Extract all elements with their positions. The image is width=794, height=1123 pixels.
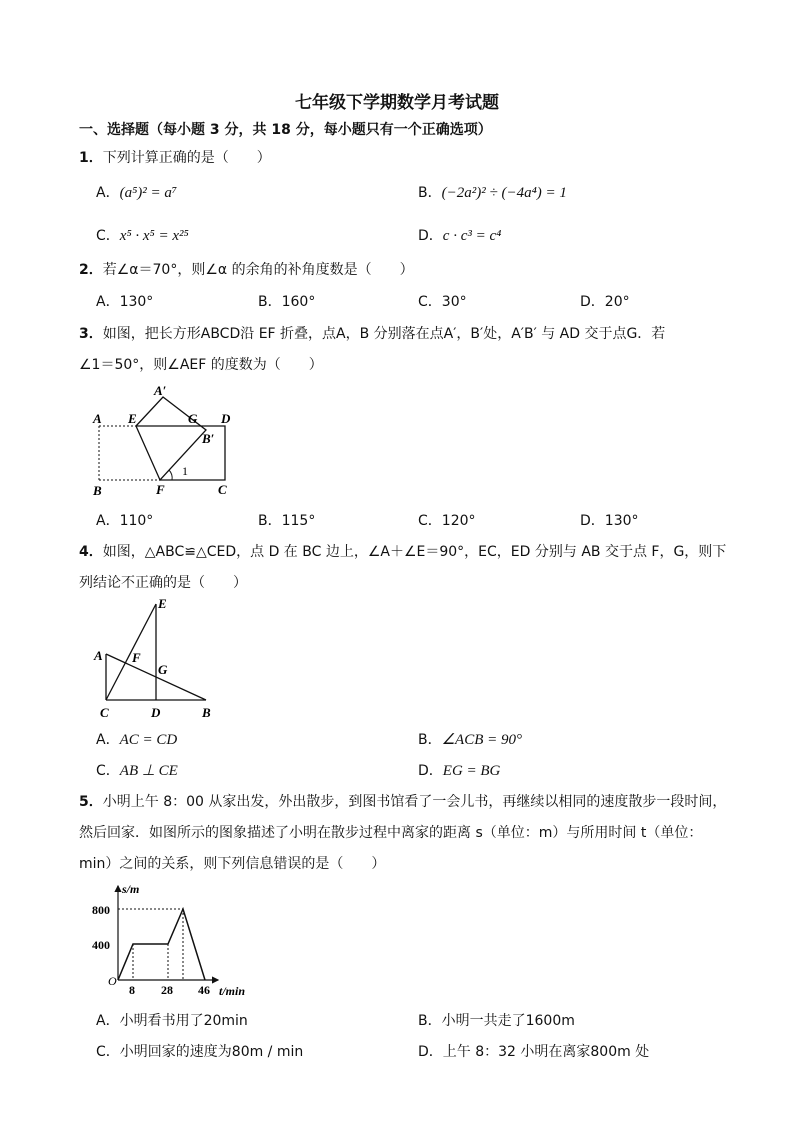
option-text: 小明看书用了20min — [119, 1013, 248, 1029]
option-text: (a⁵)² = a⁷ — [119, 185, 178, 201]
question-2 — [79, 259, 414, 279]
option-letter: D． — [580, 513, 605, 529]
option-letter: C． — [96, 228, 120, 244]
option-text: 110° — [119, 513, 154, 529]
section-heading: 一、选择题（每小题 3 分，共 18 分，每小题只有一个正确选项） — [79, 122, 492, 138]
option-text: EG = BG — [442, 763, 501, 779]
option-letter: C． — [418, 294, 442, 310]
label-d: D — [221, 411, 231, 426]
label-e: E — [158, 596, 167, 611]
label-f: F — [156, 482, 165, 497]
question-text-line1: 如图，把长方形ABCD沿 EF 折叠，点A，B 分别落在点A′，B′处，A′B′ 与 AD 交于点G．若 — [102, 326, 666, 342]
label-a: A — [93, 411, 102, 426]
q2-option-b[interactable] — [258, 291, 315, 311]
question-number: 5． — [79, 794, 103, 810]
question-number: 4． — [79, 544, 103, 560]
question-4 — [79, 541, 726, 561]
option-letter: A． — [96, 185, 120, 201]
y-tick-400: 400 — [92, 938, 110, 952]
question-5-line2: 然后回家．如图所示的图象描述了小明在散步过程中离家的距离 s（单位：m）与所用时间 t（单位： — [79, 825, 703, 841]
option-text: 小明回家的速度为80m / min — [119, 1044, 304, 1060]
label-f: F — [132, 650, 141, 665]
question-5 — [79, 791, 726, 811]
label-a: A — [94, 648, 103, 663]
segment-ce — [106, 604, 156, 700]
option-text: AC = CD — [119, 732, 178, 748]
option-text: 上午 8：32 小明在离家800m 处 — [442, 1044, 650, 1060]
option-letter: D． — [580, 294, 605, 310]
option-letter: A． — [96, 294, 120, 310]
option-text: AB ⊥ CE — [119, 763, 178, 779]
q5-option-a[interactable] — [96, 1010, 248, 1030]
q1-option-a[interactable] — [96, 182, 177, 202]
q4-option-b[interactable] — [418, 729, 522, 749]
q1-option-c[interactable] — [96, 225, 189, 245]
option-letter: B． — [418, 185, 442, 201]
label-angle-1: 1 — [182, 464, 188, 478]
label-b: B — [202, 705, 211, 720]
label-g: G — [188, 411, 198, 426]
option-letter: A． — [96, 732, 120, 748]
option-text: (−2a²)² ÷ (−4a⁴) = 1 — [441, 185, 567, 201]
label-g: G — [158, 662, 168, 677]
option-letter: C． — [96, 763, 120, 779]
label-a-prime: A′ — [154, 383, 167, 398]
page-title: 七年级下学期数学月考试题 — [295, 93, 499, 113]
q4-option-c[interactable] — [96, 760, 178, 780]
option-text: ∠ACB = 90° — [441, 732, 523, 748]
q2-option-c[interactable] — [418, 291, 467, 311]
q1-option-b[interactable] — [418, 182, 567, 202]
option-text: 30° — [441, 294, 467, 310]
q3-option-a[interactable] — [96, 510, 153, 530]
option-text: 20° — [604, 294, 630, 310]
q4-figure — [90, 592, 220, 722]
option-letter: C． — [96, 1044, 120, 1060]
q3-option-d[interactable] — [580, 510, 639, 530]
question-number: 2． — [79, 262, 103, 278]
q4-option-a[interactable] — [96, 729, 177, 749]
q5-option-c[interactable] — [96, 1041, 303, 1061]
x-tick-8: 8 — [129, 983, 135, 997]
q1-option-d[interactable] — [418, 225, 501, 245]
q5-graph — [90, 880, 265, 1002]
question-3 — [79, 323, 665, 343]
question-text-line1: 如图，△ABC≌△CED，点 D 在 BC 边上，∠A＋∠E＝90°，EC，ED 分别与 AB 交于点 F，G，则下 — [102, 544, 727, 560]
q2-option-a[interactable] — [96, 291, 153, 311]
option-letter: D． — [418, 228, 443, 244]
q2-option-d[interactable] — [580, 291, 630, 311]
label-b: B — [93, 483, 102, 498]
q4-option-d[interactable] — [418, 760, 500, 780]
q3-figure — [90, 382, 240, 500]
q5-option-d[interactable] — [418, 1041, 649, 1061]
question-text: 下列计算正确的是（ ） — [102, 150, 271, 166]
q3-option-c[interactable] — [418, 510, 476, 530]
option-text: c · c³ = c⁴ — [442, 228, 502, 244]
distance-time-line — [118, 909, 205, 980]
option-letter: D． — [418, 763, 443, 779]
option-text: 115° — [281, 513, 316, 529]
question-3-line2: ∠1＝50°，则∠AEF 的度数为（ ） — [79, 357, 323, 373]
option-text: 130° — [604, 513, 639, 529]
question-text: 若∠α＝70°，则∠α 的余角的补角度数是（ ） — [102, 262, 414, 278]
option-letter: B． — [258, 294, 282, 310]
label-c: C — [218, 482, 227, 497]
q5-option-b[interactable] — [418, 1010, 575, 1030]
option-letter: A． — [96, 513, 120, 529]
option-text: 160° — [281, 294, 316, 310]
y-axis-label: s/m — [122, 882, 140, 896]
question-number: 3． — [79, 326, 103, 342]
label-b-prime: B′ — [202, 431, 215, 446]
question-1 — [79, 147, 271, 167]
angle-1-arc — [169, 470, 172, 480]
label-c: C — [100, 705, 109, 720]
x-axis-label: t/min — [219, 984, 246, 998]
option-letter: D． — [418, 1044, 443, 1060]
option-letter: B． — [258, 513, 282, 529]
option-text: 130° — [119, 294, 154, 310]
option-letter: C． — [418, 513, 442, 529]
x-tick-28: 28 — [161, 983, 173, 997]
option-text: 120° — [441, 513, 476, 529]
option-text: x⁵ · x⁵ = x²⁵ — [119, 228, 189, 244]
question-number: 1． — [79, 150, 103, 166]
question-4-line2: 列结论不正确的是（ ） — [79, 575, 247, 591]
q3-option-b[interactable] — [258, 510, 315, 530]
folded-quadrilateral — [136, 397, 206, 480]
option-letter: B． — [418, 732, 442, 748]
question-text-line1: 小明上午 8：00 从家出发，外出散步，到图书馆看了一会儿书，再继续以相同的速度散步一段时间， — [102, 794, 727, 810]
option-letter: B． — [418, 1013, 442, 1029]
question-5-line3: min）之间的关系，则下列信息错误的是（ ） — [79, 856, 386, 872]
option-text: 小明一共走了1600m — [441, 1013, 575, 1029]
label-d: D — [151, 705, 161, 720]
option-letter: A． — [96, 1013, 120, 1029]
label-e: E — [128, 411, 137, 426]
origin-label: O — [108, 974, 117, 988]
x-tick-46: 46 — [198, 983, 210, 997]
y-tick-800: 800 — [92, 903, 110, 917]
